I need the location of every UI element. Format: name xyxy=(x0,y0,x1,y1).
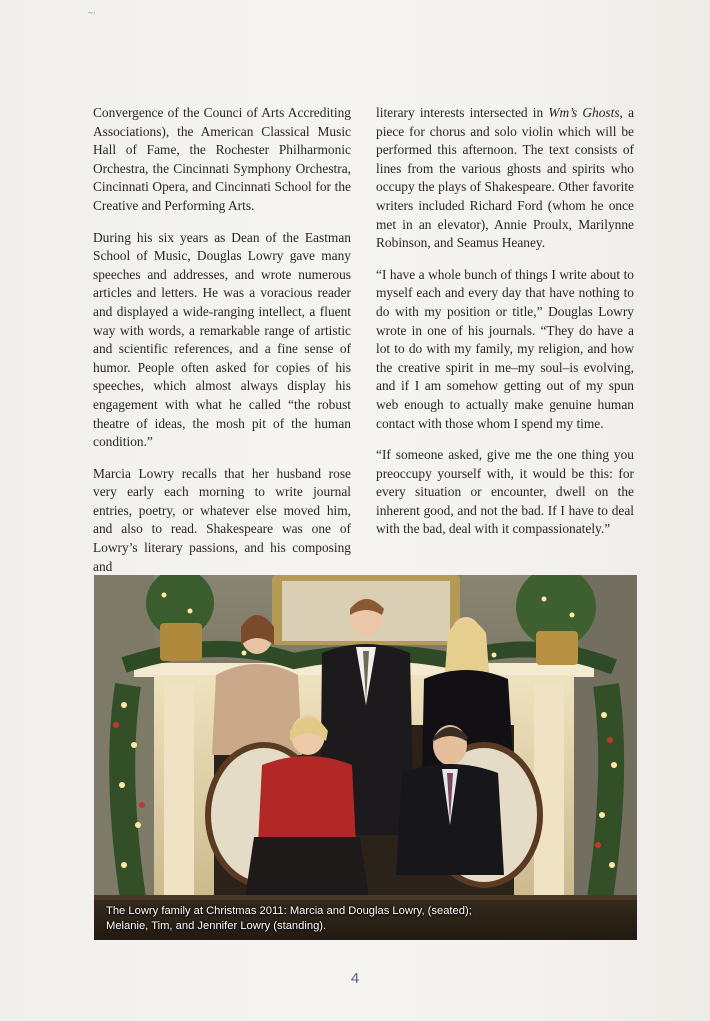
paragraph-text: , a piece for chorus and solo violin which will be performed this afternoon. The text consists of lines from the various ghosts and spirits who occupy the plays of Shakespeare. Other favorite writers included Richard Ford (whom he once met in an elevator), Annie Proulx, Marilynne Robinson, and Seamus Heaney. xyxy=(376,105,635,251)
family-photo xyxy=(94,575,637,940)
right-column xyxy=(376,104,634,552)
paragraph: “If someone asked, give me the one thing you preoccupy yourself with, it would be this: for every situation or encounter, dwell on the inherent good, and not the bad. If I have to deal with the bad, deal with it compassionately.” xyxy=(376,447,634,537)
left-column xyxy=(93,104,351,589)
paragraph: Convergence of the Counci of Arts Accrediting Associations), the American Classical Music Hall of Fame, the Rochester Philharmonic Orchestra, the Cincinnati Symphony Orchestra, Cincinnati Opera, and Cincinnati School for the Creative and Performing Arts. xyxy=(93,105,351,213)
caption-line: The Lowry family at Christmas 2011: Marcia and Douglas Lowry, (seated); xyxy=(106,905,472,917)
paragraph-text: literary interests intersected in xyxy=(376,105,549,120)
scan-mark: ~· xyxy=(88,8,96,18)
page-number: 4 xyxy=(350,970,360,987)
work-title: Wm’s Ghosts xyxy=(548,105,620,120)
family-photo-illustration xyxy=(94,575,637,940)
paragraph xyxy=(376,104,634,253)
caption-line: Melanie, Tim, and Jennifer Lowry (standing). xyxy=(106,920,327,932)
paragraph: During his six years as Dean of the Eastman School of Music, Douglas Lowry gave many speeches and addresses, and wrote numerous articles and letters. He was a voracious reader and displayed a wide-ranging intellect, a fluent way with words, a remarkable range of artistic and scientific references, and a fine sense of humor. People often asked for copies of his speeches, which almost always display his engagement with what he called “the robust theatre of ideas, the mosh pit of the human condition.” xyxy=(93,229,351,450)
paragraph: Marcia Lowry recalls that her husband rose very early each morning to write journal entries, poetry, or whatever else moved him, and also to read. Shakespeare was one of Lowry’s literary passions, and his composing and xyxy=(93,465,351,574)
photo-caption xyxy=(106,904,625,934)
paragraph: “I have a whole bunch of things I write about to myself each and every day that have nothing to do with my position or title,” Douglas Lowry wrote in one of his journals. “They do have a lot to do with my family, my religion, and how the creative spirit in me–my soul–is evolving, and if I am somehow getting out of my spun web enough to actually make genuine human contact with those whom I spend my time. xyxy=(376,266,634,431)
